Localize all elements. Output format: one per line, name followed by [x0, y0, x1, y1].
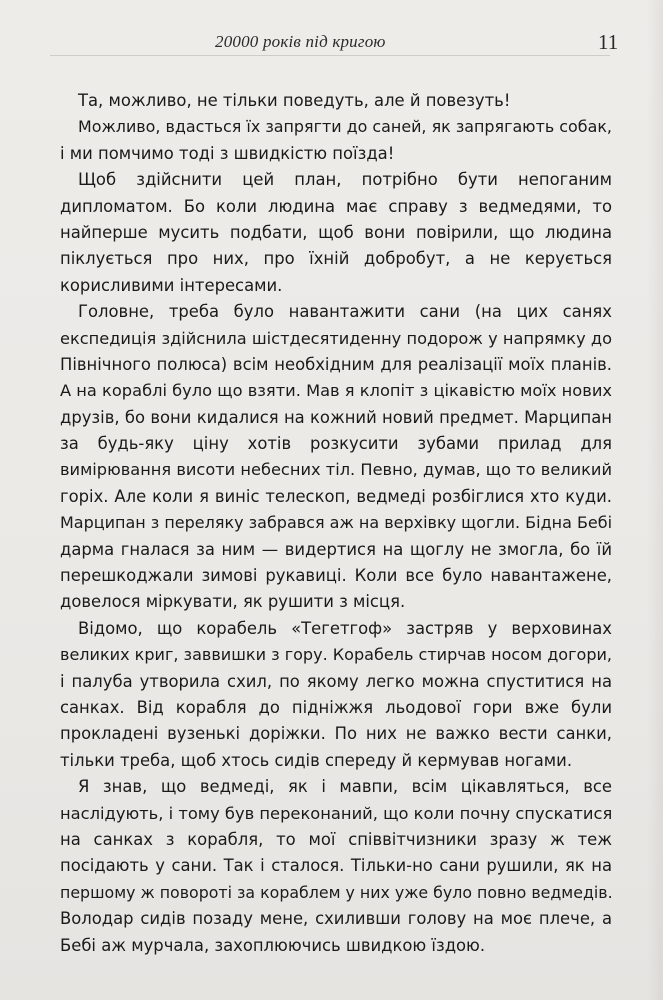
running-title: 20000 років під кригою [215, 32, 386, 51]
text-line: вимірювання висоти небесних тіл. Певно, думав, що то великий [60, 460, 612, 480]
text-line: Марципан з переляку забрався аж на верхівку щогли. Бідна Бебі [60, 513, 613, 533]
text-line: А на кораблі було що взяти. Мав я клопіт з цікавістю моїх нових [60, 381, 612, 401]
page-edge-shadow [647, 0, 663, 1000]
text-line: дипломатом. Бо коли людина має справу з ведмедями, то [60, 196, 612, 216]
text-line: тільки треба, щоб хтось сидів спереду й кермував ногами. [60, 750, 573, 770]
text-line: горіх. Але коли я виніс телескоп, ведмеді розбіглися хто куди. [60, 486, 612, 506]
text-line: дарма гналася за ним — видертися на щоглу не змогла, бо їй [60, 539, 612, 559]
text-line: Бебі аж мурчала, захоплюючись швидкою їздою. [60, 935, 486, 955]
text-line: корисливими інтересами. [60, 275, 283, 295]
text-line: за будь-яку ціну хотів розкусити зубами прилад для [60, 434, 612, 454]
text-line: і палуба утворила схил, по якому легко можна спуститися на [60, 671, 612, 691]
header-rule [50, 55, 610, 56]
text-line: першому ж повороті за кораблем у них уже було повно ведмедів. [60, 882, 613, 902]
text-line: піклується про них, про їхній добробут, а не керується [60, 249, 612, 269]
text-line: Та, можливо, не тільки поведуть, але й повезуть! [78, 91, 511, 110]
text-line: прокладені вузенькі доріжки. По них не важко вести санки, [60, 724, 612, 744]
page-number: 11 [598, 30, 619, 54]
text-line: Щоб здійснити цей план, потрібно бути непоганим [78, 170, 612, 190]
text-line: перешкоджали зимові рукавиці. Коли все було навантажене, [60, 566, 612, 586]
text-line: Відомо, що корабель «Тегетгоф» застряв у верховинах [78, 618, 612, 638]
text-line: найперше мусить подбати, щоб вони повірили, що людина [60, 222, 612, 242]
text-line: великих криг, заввишки з гору. Корабель стирчав носом догори, [60, 645, 613, 665]
body-text [60, 88, 612, 959]
text-line: експедиція здійснила шістдесятиденну подорож у напрямку до [60, 328, 612, 348]
text-line: Головне, треба було навантажити сани (на цих санях [78, 302, 612, 322]
text-line: довелося міркувати, як рушити з місця. [60, 592, 406, 612]
text-line: посідають у сани. Так і сталося. Тільки-но сани рушили, як на [60, 856, 612, 876]
text-line: наслідують, і тому був переконаний, що коли почну спускатися [60, 803, 613, 823]
text-line: друзів, бо вони кидалися на кожний новий предмет. Марципан [60, 407, 612, 427]
text-line: Я знав, що ведмеді, як і мавпи, всім цікавляться, все [78, 777, 612, 797]
text-line: і ми помчимо тоді з швидкістю поїзда! [60, 143, 395, 163]
text-line: санках. Від корабля до підніжжя льодової гори вже були [60, 697, 612, 717]
text-line: Північного полюса) всім необхідним для реалізації моїх планів. [60, 354, 612, 374]
text-line: Володар сидів позаду мене, схиливши голову на моє плече, а [60, 909, 612, 929]
text-line: на санках з корабля, то мої співвітчизники зразу ж теж [60, 829, 612, 849]
text-line: Можливо, вдасться їх запрягти до саней, як запрягають собак, [78, 117, 612, 137]
